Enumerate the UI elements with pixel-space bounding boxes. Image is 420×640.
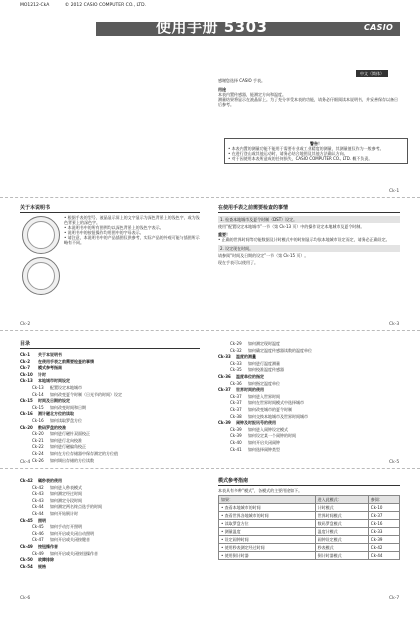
toc-entry[interactable] [20,444,200,449]
mode-guide-heading: 模式参考指南 [218,478,400,486]
mode-use-cell: • 使用秒表测定经过时间 [219,544,316,552]
mode-col-mode: 进入此模式： [315,496,368,504]
page-number-4: Ck-4 [20,460,31,465]
intro-heading: 用途 [218,87,226,92]
toc-entry[interactable] [20,491,200,496]
toc-entry-title: 如何改变夏令时制（日光节约时间）设定 [50,391,122,397]
toc-entry-title: 如何校准温度传感器 [248,367,284,373]
toc-page-ref: Ck-41 [230,446,242,452]
toc-entry[interactable] [20,405,200,410]
table-row [219,504,400,512]
toc-entry[interactable] [20,451,200,456]
toc-entry-title: 规格 [38,563,46,569]
mode-name-cell: 倒计时器模式 [315,552,368,560]
toc-entry[interactable] [20,398,200,403]
warning-item-2: • 在进行登山或其他运动时，请务必结合地图及其他方法确认方向。 [228,151,348,156]
mode-col-if: 如果： [219,496,316,504]
toc-entry[interactable] [218,367,400,372]
page-number-5: Ck-5 [389,460,400,465]
toc-entry-title: 故障排除 [38,557,54,563]
toc-page-ref: Ck-39 [230,433,242,439]
toc-entry[interactable] [20,564,200,569]
toc-column-3 [20,478,200,570]
toc-entry[interactable] [20,478,200,483]
toc-page-ref: Ck-7 [20,365,31,371]
mode-ref-cell: Ck-42 [368,544,399,552]
toc-entry-title: 测计磁北方位的读取 [38,411,74,417]
page-number-6: Ck-6 [20,596,31,601]
toc-entry-title: 在使用手表之前需要检查的事情 [38,358,94,364]
toc-entry-title: 温度的测量 [236,354,256,360]
toc-entry[interactable] [20,531,200,536]
toc-page-ref: Ck-21 [32,437,44,443]
about-line-2: • 本说明书中的所有图例均以深色背景上的浅色字表示。 [64,225,164,230]
toc-entry[interactable] [20,425,200,430]
toc-entry-title: 如何开始倒计时 [50,510,78,516]
mode-use-cell: • 查看本地城市的时间 [219,504,316,512]
toc-page-ref: Ck-24 [32,450,44,456]
step-1: 1. 检查本地城市及夏令时制（DST）设定。 [218,216,400,223]
watch-illustration-bottom [22,257,60,295]
toc-entry-title: 如何测定现时温度 [248,341,280,346]
toc-entry[interactable] [20,385,200,390]
toc-entry-title: 如何进行温度测量 [248,360,280,366]
toc-entry[interactable] [218,427,400,432]
toc-entry[interactable] [218,348,400,353]
toc-page-ref: Ck-29 [230,341,242,346]
toc-entry[interactable] [20,537,200,542]
before-use-section [218,216,400,265]
toc-entry-title: 如何进入秒表模式 [50,484,82,490]
toc-entry-title: 温度单位的指定 [236,373,264,379]
toc-page-ref: Ck-35 [230,367,242,373]
toc-page-ref: Ck-38 [230,413,242,419]
toc-page-ref: Ck-40 [230,439,242,445]
toc-entry-title: 本地城市时间设定 [38,378,70,384]
mode-ref-cell: Ck-44 [368,552,399,560]
toc-page-ref: Ck-15 [32,404,44,410]
toc-page-ref: Ck-47 [32,537,44,543]
toc-entry-title: 如何进行磁针双面校正 [50,431,90,437]
toc-page-ref: Ck-20 [32,431,44,437]
toc-entry[interactable] [218,341,400,346]
toc-entry-title: 如何改变城市的夏令时制 [248,406,292,412]
page-title: 使用手册 5303 [156,18,268,36]
page-divider [0,468,420,469]
document-header [20,3,160,9]
toc-page-ref: Ck-16 [32,417,44,423]
toc-entry-title: 如何测定两名终点选手的时间 [50,504,102,510]
toc-entry-title: 照明 [38,517,46,523]
toc-entry-title: 数码罗盘的校准 [38,424,66,430]
mode-use-cell: • 测量温度 [219,528,316,536]
mode-ref-cell: Ck-16 [368,520,399,528]
toc-entry-title: 按钮操作音 [38,543,58,549]
toc-entry[interactable] [20,438,200,443]
toc-entry[interactable] [20,372,200,377]
step-2-text: 请参阅“时间及日期的设定”一节（第 Ck-15 页）。 [218,253,309,258]
toc-page-ref: Ck-22 [32,444,44,450]
toc-page-ref: Ck-43 [32,497,44,503]
about-heading: 关于本说明书 [20,205,200,213]
toc-heading: 目录 [20,341,200,349]
mode-name-cell: 闹钟设定模式 [315,536,368,544]
toc-entry-title: 如何指定温度单位 [248,380,280,386]
toc-page-ref: Ck-50 [20,557,33,563]
toc-entry-title: 如何进行磁偏角校正 [50,444,86,450]
toc-entry-title: 如何在方位存储器中保存测定的方位值 [50,450,118,456]
toc-entry[interactable] [20,458,200,463]
casio-logo: CASIO [364,23,394,32]
toc-entry-title: 如何确定温度传感器读数的温度单位 [248,347,312,353]
about-line-4: • 请注意，本说明书中的产品插图仅供参考，实际产品的外观可能与插图所示略有不同。 [64,235,200,245]
toc-page-ref: Ck-13 [32,384,44,390]
warning-item-1: • 本表内置的测量功能不能用于需要专业或工业精度的测量，其测量值仅作为一般参考。 [228,146,384,151]
toc-entry-title: 如何设定某一个闹钟的时间 [248,433,296,439]
toc-page-ref: Ck-10 [20,371,33,377]
toc-entry-title: 如何交换本地城市及世界时间城市 [248,413,308,419]
toc-page-ref: Ck-49 [20,543,33,549]
important-label: 重要！ [218,232,230,237]
toc-page-ref: Ck-45 [20,517,33,523]
intro-line-2: 测量结果将显示在液晶屏上。为了充分享受本表的功能，请务必仔细阅读本说明书，并妥善保存以备日后参考。 [218,97,398,107]
toc-entry-title: 如何测定经过时间 [50,491,82,497]
toc-entry[interactable] [218,387,400,392]
toc-entry-title: 如何改变时间和日期 [50,404,86,410]
toc-page-ref: Ck-44 [32,504,44,510]
language-tag: 中文（简体） [356,70,388,77]
warning-title: 警告！ [310,141,322,146]
toc-page-ref: Ck-14 [32,391,44,397]
toc-entry[interactable] [20,551,200,556]
toc-page-ref: Ck-37 [230,406,242,412]
toc-entry-title: 配置设定本地城市 [50,384,82,390]
toc-entry-title: 碼秒表的使用 [38,478,62,483]
toc-page-ref: Ck-32 [230,347,242,353]
toc-entry-title: 模式参考指南 [38,365,62,371]
toc-entry[interactable] [20,431,200,436]
toc-column-2 [218,341,400,453]
toc-page-ref: Ck-46 [32,530,44,536]
mode-col-ref: 参阅： [368,496,399,504]
toc-entry-title: 如何选择闹钟类型 [248,446,280,452]
toc-page-ref: Ck-33 [218,354,231,360]
important-text: • 正确的世界时间等功能数据及计时模式中的时刻显示均依本地城市设定而定，请务必正确设定。 [218,237,390,242]
toc-entry[interactable] [218,400,400,405]
step-1-text: 使用“配置设定本地城市”一节（第 Ck-13 页）中的操作设定本地城市及夏令时制。 [218,224,365,229]
toc-entry-title: 闹钟及时报讯号的使用 [236,420,276,426]
mode-use-cell: • 读取罗盘方位 [219,520,316,528]
page-number-2: Ck-2 [20,322,31,327]
toc-entry[interactable] [20,392,200,397]
toc-page-ref: Ck-15 [20,398,33,404]
toc-entry[interactable] [218,414,400,419]
toc-entry[interactable] [20,511,200,516]
warning-box [224,138,408,164]
mode-use-cell: • 设定闹钟时间 [219,536,316,544]
toc-entry-title: 如何进入闹钟设定模式 [248,426,288,432]
toc-page-ref: Ck-1 [20,352,31,357]
toc-page-ref: Ck-16 [20,411,33,417]
toc-entry[interactable] [20,518,200,523]
page-number-3: Ck-3 [389,322,400,327]
table-row [219,520,400,528]
toc-entry-title: 如何开启或关闭自动照明 [50,530,94,536]
toc-entry[interactable] [218,394,400,399]
page-divider [0,330,420,331]
page-divider [0,197,420,198]
toc-entry-title: 如何开启关闭闹钟 [248,439,280,445]
toc-page-ref: Ck-49 [32,550,44,556]
mode-ref-cell: Ck-10 [368,504,399,512]
toc-page-ref: Ck-20 [20,424,33,430]
toc-entry[interactable] [20,498,200,503]
warning-item-3: • 对于因使用本表所造成的任何损失，CASIO COMPUTER CO., LTD. 概不负责。 [228,156,373,161]
toc-page-ref: Ck-42 [32,484,44,490]
toc-page-ref: Ck-44 [32,510,44,516]
toc-column-1 [20,352,200,464]
copyright: © 2012 CASIO COMPUTER CO., LTD. [64,3,147,8]
toc-entry[interactable] [218,433,400,438]
table-row [219,528,400,536]
intro-line-1: 本表内置传感器，能测定方向和温度。 [218,92,286,97]
toc-entry[interactable] [20,411,200,416]
table-row [219,544,400,552]
toc-entry-title: 如何手动打开照明 [50,524,82,530]
mode-use-cell: • 使用倒计时器 [219,552,316,560]
toc-entry[interactable] [20,504,200,509]
toc-page-ref: Ck-37 [230,400,242,406]
page-number-7: Ck-7 [389,596,400,601]
toc-page-ref: Ck-37 [218,387,231,393]
mode-guide-intro: 本表具有多种“模式”，各模式的主要用途如下。 [218,488,303,493]
page-number-1: Ck-1 [389,189,400,194]
toc-page-ref: Ck-36 [230,380,242,386]
table-row [219,552,400,560]
about-text [64,215,200,245]
toc-entry-title: 如何测定分段时间 [50,497,82,503]
toc-entry[interactable] [218,361,400,366]
toc-entry-title: 如何进入世界时间 [248,393,280,399]
toc-entry-title: 如何在世界时间模式中选择城市 [248,400,304,406]
toc-page-ref: Ck-54 [20,563,33,569]
about-line-3: • 说明书中的按钮操作均用图中的字母表示。 [64,230,144,235]
toc-entry-title: 如何开启或关闭按键音 [50,537,90,543]
toc-page-ref: Ck-39 [218,420,231,426]
toc-page-ref: Ck-33 [230,360,242,366]
toc-entry[interactable] [218,447,400,452]
intro-thanks: 感谢您选择 CASIO 手表。 [218,78,265,83]
mode-guide-table [218,495,400,560]
toc-entry[interactable] [218,407,400,412]
before-use-heading: 在使用手表之前需要检查的事情 [218,205,400,213]
ready-text: 现在手表可以使用了。 [218,260,258,265]
toc-entry[interactable] [20,418,200,423]
mode-ref-cell: Ck-33 [368,528,399,536]
intro-section [218,78,400,107]
about-line-1: • 根据手表的型号，液晶显示屏上的文字显示为深色背景上的浅色字，或为浅色背景上的深色字。 [64,215,200,225]
toc-entry[interactable] [20,352,200,357]
toc-entry-title: 如何进行北向校准 [50,437,82,443]
toc-page-ref: Ck-13 [20,378,33,384]
watch-illustration-top [22,216,60,254]
toc-entry[interactable] [20,544,200,549]
toc-entry[interactable] [20,365,200,370]
toc-entry-title: 关于本说明书 [38,352,62,357]
toc-entry[interactable] [218,381,400,386]
step-2: 2. 设定现在时间。 [218,245,400,252]
toc-page-ref: Ck-42 [20,478,33,483]
toc-entry[interactable] [20,524,200,529]
mode-name-cell: 秒表模式 [315,544,368,552]
mode-ref-cell: Ck-37 [368,512,399,520]
toc-page-ref: Ck-36 [218,373,231,379]
mode-name-cell: 世界时间模式 [315,512,368,520]
toc-entry-title: 如何调出存储的方位读数 [50,457,94,463]
toc-page-ref: Ck-37 [230,393,242,399]
toc-entry[interactable] [218,440,400,445]
mode-name-cell: 计时模式 [315,504,368,512]
toc-entry[interactable] [20,359,200,364]
toc-page-ref: Ck-26 [32,457,44,463]
mode-use-cell: • 查看世界各地城市的时间 [219,512,316,520]
toc-entry[interactable] [20,485,200,490]
toc-entry[interactable] [218,354,400,359]
mode-name-cell: 数码罗盘模式 [315,520,368,528]
toc-page-ref: Ck-39 [230,426,242,432]
toc-entry-title: 时间及日期的设定 [38,398,70,404]
toc-entry[interactable] [20,557,200,562]
toc-entry[interactable] [218,420,400,425]
toc-entry-title: 如何开启或关闭按钮操作音 [50,550,98,556]
toc-entry-title: 计时 [38,371,46,377]
toc-entry-title: 世界时间的使用 [236,387,264,393]
mode-name-cell: 温度计模式 [315,528,368,536]
mode-ref-cell: Ck-39 [368,536,399,544]
toc-entry[interactable] [218,374,400,379]
toc-entry[interactable] [20,378,200,383]
toc-page-ref: Ck-2 [20,358,31,364]
toc-entry-title: 如何读取罗盘方位 [50,417,82,423]
doc-code: MO1212-CkA [20,3,50,8]
table-row [219,536,400,544]
toc-page-ref: Ck-45 [32,524,44,530]
toc-page-ref: Ck-43 [32,491,44,497]
table-row [219,512,400,520]
mode-table-header-row [219,496,400,504]
